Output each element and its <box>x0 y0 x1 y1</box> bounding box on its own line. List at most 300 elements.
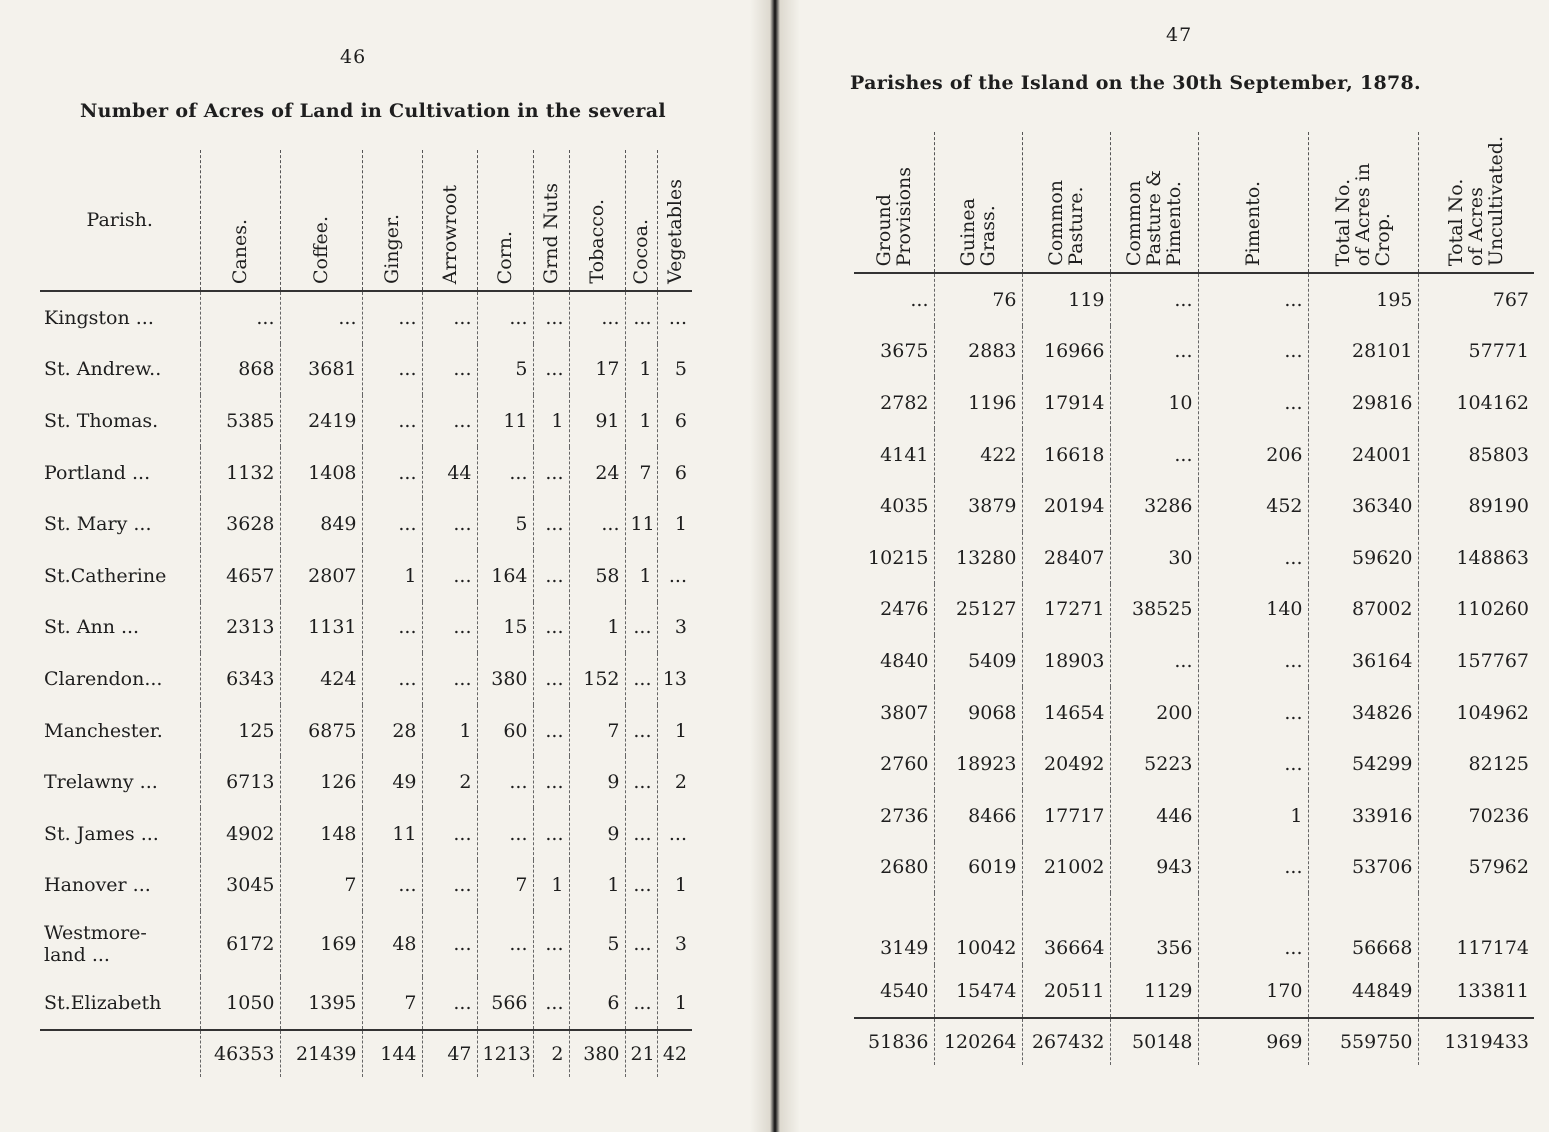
table-cell: 2 <box>422 756 477 808</box>
table-cell: 20511 <box>1022 965 1110 1018</box>
left-page <box>0 0 750 1132</box>
table-cell: 1 <box>657 498 692 550</box>
total-cell: 120264 <box>934 1018 1022 1065</box>
table-cell: 9068 <box>934 687 1022 739</box>
table-cell: 110260 <box>1418 584 1534 636</box>
table-cell: 4540 <box>880 979 929 1002</box>
table-cell: ... <box>422 395 477 447</box>
table-row <box>40 977 692 1030</box>
parish-name: Portland ... <box>44 461 151 484</box>
table-cell: 868 <box>200 344 280 396</box>
table-cell: 152 <box>569 653 625 705</box>
table-cell: 1 <box>657 860 692 912</box>
table-cell: 3675 <box>880 340 929 363</box>
table-cell: 17914 <box>1022 377 1110 429</box>
table-cell: 28407 <box>1022 532 1110 584</box>
table-cell: ... <box>362 344 422 396</box>
table-cell: 2782 <box>880 391 929 414</box>
table-cell: 7 <box>625 447 657 499</box>
table-cell: ... <box>625 911 657 977</box>
table-row <box>854 893 1534 965</box>
column-header <box>200 150 280 291</box>
totals-row <box>40 1030 692 1077</box>
table-cell: ... <box>477 447 533 499</box>
table-cell: 18923 <box>934 738 1022 790</box>
table-cell: 4035 <box>880 495 929 518</box>
table-row <box>40 395 692 447</box>
table-cell: 943 <box>1110 842 1198 894</box>
table-cell: ... <box>422 860 477 912</box>
cultivation-table-right <box>854 132 1534 1065</box>
table-cell: 6 <box>657 447 692 499</box>
right-page-title: Parishes of the Island on the 30th September, 1878. <box>850 72 1421 94</box>
table-cell: 11 <box>477 395 533 447</box>
table-cell: 422 <box>934 429 1022 481</box>
table-cell: ... <box>200 291 280 344</box>
table-cell: ... <box>657 550 692 602</box>
column-header-label: Guinea Grass. <box>957 197 999 266</box>
table-cell: 5223 <box>1110 738 1198 790</box>
table-cell: 44 <box>422 447 477 499</box>
column-header <box>934 132 1022 273</box>
table-cell: ... <box>477 808 533 860</box>
table-cell: 1129 <box>1110 965 1198 1018</box>
table-cell: 4141 <box>880 443 929 466</box>
column-header <box>280 150 362 291</box>
total-cell: 969 <box>1198 1018 1308 1065</box>
table-cell: 4657 <box>200 550 280 602</box>
table-cell: 1 <box>625 344 657 396</box>
table-cell: ... <box>362 860 422 912</box>
table-cell: ... <box>422 977 477 1030</box>
table-cell: 2807 <box>280 550 362 602</box>
table-cell: ... <box>1198 532 1308 584</box>
table-cell: 49 <box>362 756 422 808</box>
table-cell: 9 <box>569 756 625 808</box>
table-cell: 3807 <box>880 701 929 724</box>
total-cell: 42 <box>657 1030 692 1077</box>
table-cell: 24001 <box>1308 429 1418 481</box>
table-cell: ... <box>1110 635 1198 687</box>
table-cell: 29816 <box>1308 377 1418 429</box>
column-header <box>657 150 692 291</box>
table-cell: 356 <box>1110 893 1198 965</box>
table-row <box>854 273 1534 326</box>
table-cell: 1050 <box>200 977 280 1030</box>
table-cell: 126 <box>280 756 362 808</box>
table-cell: 1 <box>422 705 477 757</box>
table-cell: 57962 <box>1418 842 1534 894</box>
table-cell: ... <box>533 653 569 705</box>
table-cell: 15 <box>477 602 533 654</box>
table-cell: 7 <box>477 860 533 912</box>
table-cell: 10 <box>1110 377 1198 429</box>
table-cell: ... <box>533 705 569 757</box>
table-cell: 1132 <box>200 447 280 499</box>
table-cell: 10215 <box>868 546 929 569</box>
table-cell: 56668 <box>1308 893 1418 965</box>
header-parish: Parish. <box>40 150 200 291</box>
parish-name: St.Elizabeth <box>44 991 162 1014</box>
table-cell: 16618 <box>1022 429 1110 481</box>
table-cell: 117174 <box>1418 893 1534 965</box>
parish-name: St. Andrew.. <box>44 358 162 381</box>
table-cell: 206 <box>1198 429 1308 481</box>
table-cell: ... <box>422 911 477 977</box>
table-cell: 1 <box>657 977 692 1030</box>
table-cell: 70236 <box>1418 790 1534 842</box>
table-cell: ... <box>625 808 657 860</box>
column-header <box>477 150 533 291</box>
table-cell: ... <box>625 756 657 808</box>
table-cell: ... <box>533 498 569 550</box>
table-cell: 5 <box>477 344 533 396</box>
table-cell: ... <box>1198 635 1308 687</box>
table-cell: 33916 <box>1308 790 1418 842</box>
table-row <box>854 738 1534 790</box>
parish-name: St. Ann ... <box>44 616 140 639</box>
table-cell: ... <box>657 808 692 860</box>
table-cell: 1395 <box>280 977 362 1030</box>
table-cell: 5409 <box>934 635 1022 687</box>
table-row <box>854 480 1534 532</box>
table-cell: 25127 <box>934 584 1022 636</box>
parish-name: St.Catherine <box>44 564 167 587</box>
parish-name: St. Mary ... <box>44 513 152 536</box>
table-cell: 104162 <box>1418 377 1534 429</box>
table-cell: 57771 <box>1418 326 1534 378</box>
table-cell: ... <box>625 653 657 705</box>
column-header <box>422 150 477 291</box>
table-row <box>40 756 692 808</box>
table-row <box>854 532 1534 584</box>
total-cell: 2 <box>533 1030 569 1077</box>
table-cell: 7 <box>362 977 422 1030</box>
table-cell: 3149 <box>880 937 929 960</box>
table-cell: 767 <box>1418 273 1534 326</box>
parish-name: Hanover ... <box>44 874 151 897</box>
table-cell: 6019 <box>934 842 1022 894</box>
table-cell: 2419 <box>280 395 362 447</box>
column-header-label: Ground Provisions <box>872 166 915 266</box>
table-cell: 4840 <box>880 649 929 672</box>
table-cell: ... <box>1198 842 1308 894</box>
table-cell: 1 <box>569 860 625 912</box>
table-cell: ... <box>477 291 533 344</box>
table-cell: 18903 <box>1022 635 1110 687</box>
total-cell: 267432 <box>1022 1018 1110 1065</box>
column-header <box>1110 132 1198 273</box>
table-cell: ... <box>422 550 477 602</box>
column-header-label: Total No. of Acres Uncultivated. <box>1445 135 1508 266</box>
table-cell: 58 <box>569 550 625 602</box>
table-cell: 5 <box>477 498 533 550</box>
table-cell: 54299 <box>1308 738 1418 790</box>
table-cell: 2313 <box>200 602 280 654</box>
column-header-label: Vegetables <box>663 179 686 284</box>
column-header-label: Corn. <box>494 230 516 284</box>
table-cell: 8466 <box>934 790 1022 842</box>
table-cell: 53706 <box>1308 842 1418 894</box>
table-cell: ... <box>533 808 569 860</box>
table-row <box>40 498 692 550</box>
table-cell: 1408 <box>280 447 362 499</box>
table-row <box>40 550 692 602</box>
column-header <box>569 150 625 291</box>
column-header-label: Cocoa. <box>630 218 652 284</box>
table-cell: 30 <box>1110 532 1198 584</box>
table-cell: ... <box>422 291 477 344</box>
table-cell: 24 <box>569 447 625 499</box>
table-row <box>40 808 692 860</box>
table-cell: ... <box>422 808 477 860</box>
table-cell: ... <box>533 602 569 654</box>
table-cell: 17717 <box>1022 790 1110 842</box>
table-cell: ... <box>362 602 422 654</box>
parish-name: St. James ... <box>44 822 159 845</box>
table-cell: ... <box>1198 687 1308 739</box>
table-cell: 3 <box>657 911 692 977</box>
table-cell: 85803 <box>1418 429 1534 481</box>
table-cell: 1 <box>362 550 422 602</box>
table-cell: 82125 <box>1418 738 1534 790</box>
table-cell: 1 <box>533 395 569 447</box>
total-cell: 144 <box>362 1030 422 1077</box>
table-row <box>40 653 692 705</box>
table-cell: ... <box>1198 326 1308 378</box>
left-page-title: Number of Acres of Land in Cultivation in the several <box>80 100 666 122</box>
table-cell: 11 <box>625 498 657 550</box>
table-cell: 169 <box>280 911 362 977</box>
column-header-label: Grnd Nuts <box>540 183 562 284</box>
table-cell: 36164 <box>1308 635 1418 687</box>
table-cell: 17271 <box>1022 584 1110 636</box>
column-header <box>1418 132 1534 273</box>
table-cell: ... <box>533 550 569 602</box>
parish-name: St. Thomas. <box>44 409 159 432</box>
table-cell: 2760 <box>880 753 929 776</box>
table-row <box>40 602 692 654</box>
table-cell: 13280 <box>934 532 1022 584</box>
table-cell: 1 <box>625 395 657 447</box>
total-cell: 1319433 <box>1418 1018 1534 1065</box>
table-cell: ... <box>1110 273 1198 326</box>
table-cell: ... <box>477 911 533 977</box>
table-cell: ... <box>569 291 625 344</box>
table-cell: 2476 <box>880 598 929 621</box>
page-number-right: 47 <box>1166 24 1193 46</box>
table-cell: ... <box>362 447 422 499</box>
table-cell: 36664 <box>1022 893 1110 965</box>
table-row <box>40 344 692 396</box>
column-header <box>1308 132 1418 273</box>
total-cell: 1213 <box>477 1030 533 1077</box>
table-cell: 148 <box>280 808 362 860</box>
table-cell: ... <box>1198 377 1308 429</box>
table-cell: 6172 <box>200 911 280 977</box>
table-cell: 148863 <box>1418 532 1534 584</box>
table-cell: ... <box>362 498 422 550</box>
table-row <box>854 429 1534 481</box>
parish-name: Manchester. <box>44 719 163 742</box>
column-header <box>854 132 934 273</box>
table-cell: 91 <box>569 395 625 447</box>
table-cell: 446 <box>1110 790 1198 842</box>
table-row <box>40 911 692 977</box>
table-cell: 3 <box>657 602 692 654</box>
table-cell: ... <box>422 653 477 705</box>
table-cell: 1 <box>569 602 625 654</box>
table-cell: 195 <box>1308 273 1418 326</box>
table-cell: 48 <box>362 911 422 977</box>
column-header <box>1198 132 1308 273</box>
total-cell <box>40 1030 200 1077</box>
table-row <box>854 326 1534 378</box>
column-header-label: Coffee. <box>310 215 332 284</box>
table-cell: 20492 <box>1022 738 1110 790</box>
table-cell: 170 <box>1198 965 1308 1018</box>
table-cell: 3681 <box>280 344 362 396</box>
table-cell: 7 <box>280 860 362 912</box>
total-cell: 21 <box>625 1030 657 1077</box>
table-cell: 17 <box>569 344 625 396</box>
table-cell: 6 <box>657 395 692 447</box>
table-cell: 6343 <box>200 653 280 705</box>
table-cell: 849 <box>280 498 362 550</box>
table-cell: 566 <box>477 977 533 1030</box>
table-cell: ... <box>1110 326 1198 378</box>
table-cell: 1 <box>1198 790 1308 842</box>
book-gutter <box>750 0 800 1132</box>
table-row <box>854 584 1534 636</box>
table-cell: 44849 <box>1308 965 1418 1018</box>
table-cell: 3286 <box>1110 480 1198 532</box>
total-cell: 46353 <box>200 1030 280 1077</box>
cultivation-table-left <box>40 150 692 1077</box>
table-cell: 200 <box>1110 687 1198 739</box>
table-cell: 424 <box>280 653 362 705</box>
table-cell: 3879 <box>934 480 1022 532</box>
parish-name: Kingston ... <box>44 306 154 329</box>
table-cell: 1131 <box>280 602 362 654</box>
table-cell: 10042 <box>934 893 1022 965</box>
table-cell: ... <box>1198 738 1308 790</box>
total-cell: 50148 <box>1110 1018 1198 1065</box>
table-cell: ... <box>533 344 569 396</box>
table-cell: 34826 <box>1308 687 1418 739</box>
table-cell: 2 <box>657 756 692 808</box>
table-row <box>854 377 1534 429</box>
total-cell: 21439 <box>280 1030 362 1077</box>
total-cell: 380 <box>569 1030 625 1077</box>
table-cell: 104962 <box>1418 687 1534 739</box>
table-cell: 157767 <box>1418 635 1534 687</box>
column-header-label: Pimento. <box>1242 180 1264 266</box>
totals-row <box>854 1018 1534 1065</box>
table-row <box>854 842 1534 894</box>
table-cell: 6 <box>569 977 625 1030</box>
table-cell: ... <box>625 705 657 757</box>
table-cell: 20194 <box>1022 480 1110 532</box>
table-cell: 76 <box>934 273 1022 326</box>
table-cell: ... <box>1110 429 1198 481</box>
table-cell: ... <box>280 291 362 344</box>
table-cell: ... <box>1198 273 1308 326</box>
table-cell: ... <box>477 756 533 808</box>
table-cell: ... <box>910 288 929 311</box>
page-number-left: 46 <box>340 46 367 68</box>
total-cell: 51836 <box>854 1018 934 1065</box>
table-row <box>40 447 692 499</box>
table-cell: ... <box>362 291 422 344</box>
table-row <box>40 705 692 757</box>
column-header-label: Canes. <box>229 218 251 284</box>
total-cell: 559750 <box>1308 1018 1418 1065</box>
table-cell: 125 <box>200 705 280 757</box>
table-cell: 133811 <box>1418 965 1534 1018</box>
table-cell: 5385 <box>200 395 280 447</box>
table-cell: 15474 <box>934 965 1022 1018</box>
table-cell: 59620 <box>1308 532 1418 584</box>
table-row <box>40 291 692 344</box>
table-cell: 5 <box>569 911 625 977</box>
column-header <box>625 150 657 291</box>
total-cell: 47 <box>422 1030 477 1077</box>
table-cell: 380 <box>477 653 533 705</box>
table-cell: 87002 <box>1308 584 1418 636</box>
table-cell: 452 <box>1198 480 1308 532</box>
column-header-label: Total No. of Acres in Crop. <box>1332 162 1394 266</box>
table-cell: 3628 <box>200 498 280 550</box>
table-cell: 6713 <box>200 756 280 808</box>
table-cell: 36340 <box>1308 480 1418 532</box>
table-row <box>40 860 692 912</box>
table-cell: ... <box>569 498 625 550</box>
table-cell: ... <box>625 602 657 654</box>
column-header-label: Common Pasture. <box>1045 180 1087 266</box>
parish-name: Westmore- land ... <box>44 922 147 967</box>
column-header-label: Common Pasture & Pimento. <box>1123 169 1185 266</box>
table-cell: 11 <box>362 808 422 860</box>
table-cell: 9 <box>569 808 625 860</box>
table-cell: 1196 <box>934 377 1022 429</box>
table-cell: 5 <box>657 344 692 396</box>
parish-name: Clarendon... <box>44 667 163 690</box>
table-cell: 16966 <box>1022 326 1110 378</box>
column-header <box>533 150 569 291</box>
table-cell: ... <box>533 911 569 977</box>
column-header <box>362 150 422 291</box>
right-page <box>800 0 1549 1132</box>
table-cell: 28101 <box>1308 326 1418 378</box>
table-cell: 2680 <box>880 856 929 879</box>
table-row <box>854 790 1534 842</box>
table-cell: ... <box>625 977 657 1030</box>
table-cell: ... <box>422 602 477 654</box>
table-cell: ... <box>422 498 477 550</box>
table-cell: 1 <box>625 550 657 602</box>
table-row <box>854 965 1534 1018</box>
parish-name: Trelawny ... <box>44 771 158 794</box>
column-header-label: Ginger. <box>381 214 403 284</box>
column-header-label: Tobacco. <box>586 199 608 284</box>
table-cell: ... <box>1198 893 1308 965</box>
table-cell: 140 <box>1198 584 1308 636</box>
table-cell: 60 <box>477 705 533 757</box>
table-cell: 28 <box>362 705 422 757</box>
table-cell: ... <box>362 395 422 447</box>
table-cell: 119 <box>1022 273 1110 326</box>
